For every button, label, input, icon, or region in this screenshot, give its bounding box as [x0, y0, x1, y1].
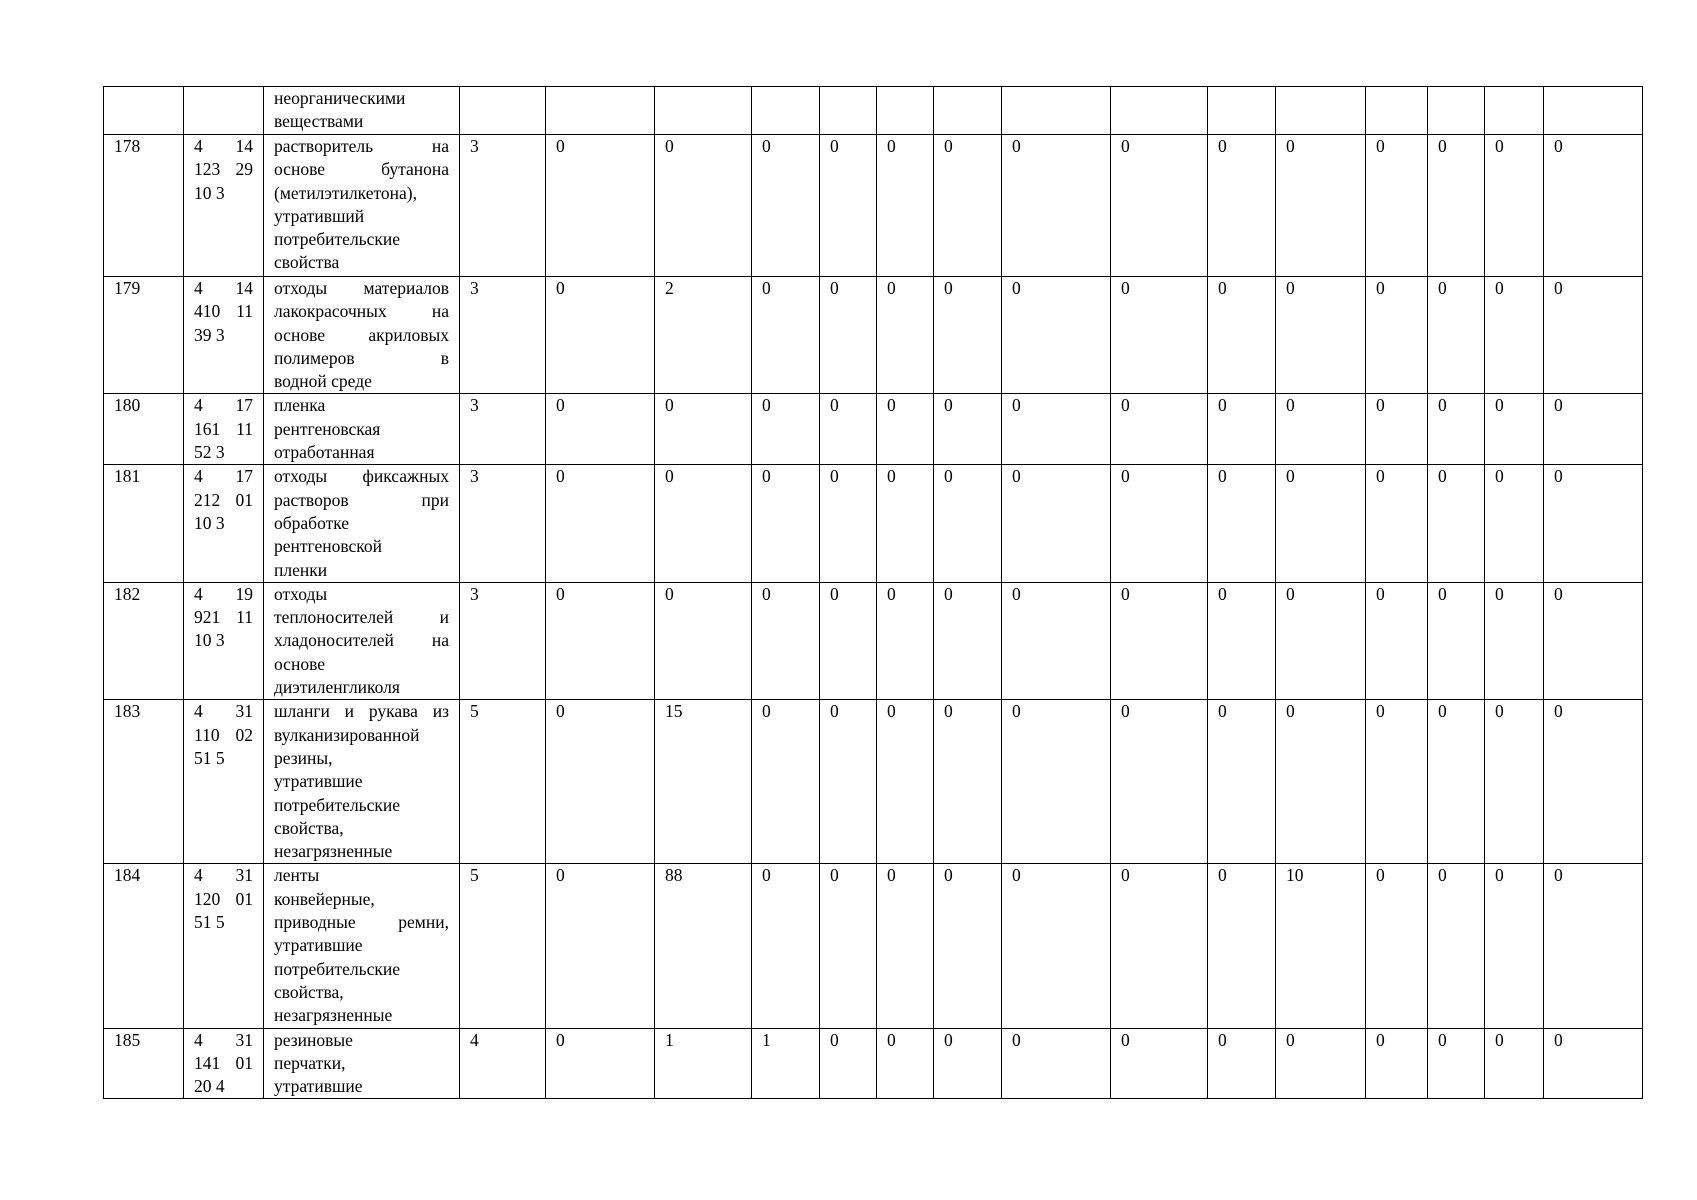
value-cell: 0 — [877, 582, 934, 699]
waste-name-line: утративший — [274, 205, 365, 226]
waste-name-line: хладоносителей на — [274, 630, 449, 651]
value-cell: 4 — [460, 1028, 546, 1099]
row-number-cell: 182 — [104, 582, 184, 699]
value-cell: 0 — [1428, 394, 1485, 465]
value-cell: 0 — [1485, 277, 1544, 394]
waste-name-cell — [264, 1028, 460, 1099]
waste-name-line: полимеров в — [274, 347, 449, 368]
waste-name-cell — [264, 465, 460, 582]
value-cell — [752, 87, 820, 135]
value-cell: 0 — [546, 135, 655, 277]
value-cell: 1 — [655, 1028, 752, 1099]
value-cell: 0 — [820, 1028, 877, 1099]
value-cell: 0 — [1544, 864, 1643, 1028]
value-cell: 0 — [1485, 864, 1544, 1028]
value-cell: 0 — [1208, 135, 1276, 277]
value-cell: 0 — [1111, 135, 1208, 277]
value-cell: 0 — [546, 394, 655, 465]
waste-name-line: утратившие — [274, 935, 363, 956]
value-cell — [1485, 87, 1544, 135]
waste-name-line: обработке — [274, 512, 350, 533]
waste-code-line: 110 02 — [194, 724, 253, 745]
waste-name-cell — [264, 135, 460, 277]
waste-name-line: основе — [274, 653, 325, 674]
value-cell — [1002, 87, 1111, 135]
row-number-cell — [104, 87, 184, 135]
waste-name-line: веществами — [274, 111, 364, 132]
value-cell: 15 — [655, 700, 752, 864]
value-cell: 0 — [877, 1028, 934, 1099]
waste-name-line: отходы материалов — [274, 278, 449, 298]
waste-name-line: потребительские — [274, 794, 401, 815]
value-cell: 0 — [1276, 1028, 1366, 1099]
table-row — [104, 700, 1643, 864]
waste-code-line: 141 01 — [194, 1052, 253, 1073]
waste-code-line: 4 14 — [194, 278, 253, 298]
waste-name-line: лакокрасочных на — [274, 301, 449, 322]
row-number-cell: 178 — [104, 135, 184, 277]
value-cell: 0 — [752, 135, 820, 277]
value-cell: 0 — [1111, 394, 1208, 465]
waste-name-cell — [264, 394, 460, 465]
row-number-cell: 185 — [104, 1028, 184, 1099]
waste-inventory-table — [103, 86, 1643, 1099]
value-cell: 0 — [1208, 465, 1276, 582]
value-cell: 0 — [1208, 700, 1276, 864]
value-cell: 0 — [546, 465, 655, 582]
value-cell: 0 — [1276, 277, 1366, 394]
waste-code-line: 410 11 — [194, 301, 253, 322]
value-cell: 0 — [820, 465, 877, 582]
waste-code-line: 39 3 — [194, 324, 225, 345]
value-cell: 0 — [1276, 582, 1366, 699]
waste-name-line: потребительские — [274, 958, 401, 979]
value-cell — [1276, 87, 1366, 135]
value-cell: 0 — [820, 277, 877, 394]
value-cell — [1111, 87, 1208, 135]
waste-code-line: 51 5 — [194, 747, 225, 768]
value-cell: 0 — [820, 394, 877, 465]
row-number-cell: 179 — [104, 277, 184, 394]
waste-code-line: 10 3 — [194, 630, 225, 651]
value-cell: 0 — [1111, 277, 1208, 394]
value-cell: 0 — [1544, 394, 1643, 465]
value-cell: 0 — [752, 700, 820, 864]
value-cell: 0 — [1366, 465, 1428, 582]
value-cell: 0 — [752, 394, 820, 465]
table-row — [104, 87, 1643, 135]
value-cell: 3 — [460, 394, 546, 465]
table-row — [104, 277, 1643, 394]
waste-code-line: 10 3 — [194, 182, 225, 203]
value-cell — [1428, 87, 1485, 135]
waste-name-line: свойства, — [274, 981, 344, 1002]
waste-name-line: шланги и рукава из — [274, 701, 449, 722]
waste-name-line: рентгеновской — [274, 536, 383, 557]
value-cell: 0 — [1485, 394, 1544, 465]
waste-name-line: (метилэтилкетона), — [274, 182, 418, 203]
waste-code-line: 4 14 — [194, 136, 253, 156]
waste-code-line: 4 31 — [194, 701, 253, 722]
waste-name-line: утратившие — [274, 1076, 363, 1097]
value-cell: 0 — [1544, 135, 1643, 277]
waste-name-cell — [264, 277, 460, 394]
value-cell: 0 — [820, 135, 877, 277]
value-cell — [655, 87, 752, 135]
value-cell: 0 — [1276, 394, 1366, 465]
waste-code-line: 212 01 — [194, 489, 253, 510]
value-cell: 0 — [1428, 1028, 1485, 1099]
waste-name-line: свойства, — [274, 817, 344, 838]
value-cell: 0 — [1276, 700, 1366, 864]
value-cell: 0 — [655, 465, 752, 582]
value-cell: 0 — [1544, 1028, 1643, 1099]
value-cell: 0 — [1428, 465, 1485, 582]
waste-name-line: основе акриловых — [274, 324, 449, 345]
value-cell: 0 — [877, 465, 934, 582]
table-row — [104, 135, 1643, 277]
waste-code-line: 4 17 — [194, 395, 253, 416]
value-cell: 0 — [877, 394, 934, 465]
value-cell: 0 — [752, 582, 820, 699]
value-cell — [1366, 87, 1428, 135]
value-cell: 0 — [655, 135, 752, 277]
value-cell: 0 — [877, 864, 934, 1028]
value-cell: 0 — [1111, 465, 1208, 582]
waste-name-cell — [264, 864, 460, 1028]
value-cell: 0 — [1366, 864, 1428, 1028]
value-cell: 0 — [1428, 582, 1485, 699]
value-cell: 0 — [1485, 582, 1544, 699]
value-cell: 0 — [1428, 277, 1485, 394]
table-row — [104, 394, 1643, 465]
value-cell: 0 — [1208, 394, 1276, 465]
waste-code-line: 52 3 — [194, 442, 225, 463]
value-cell: 0 — [1002, 465, 1111, 582]
waste-name-line: пленки — [274, 559, 328, 580]
value-cell: 0 — [655, 394, 752, 465]
value-cell — [820, 87, 877, 135]
value-cell: 0 — [1485, 1028, 1544, 1099]
value-cell: 0 — [1002, 700, 1111, 864]
waste-code-cell — [184, 277, 264, 394]
waste-name-line: рентгеновская — [274, 418, 381, 439]
value-cell: 0 — [752, 277, 820, 394]
waste-code-line: 51 5 — [194, 912, 225, 933]
value-cell: 0 — [1366, 582, 1428, 699]
value-cell: 0 — [934, 135, 1002, 277]
waste-name-line: незагрязненные — [274, 1005, 393, 1026]
value-cell: 0 — [934, 700, 1002, 864]
waste-code-line: 921 11 — [194, 607, 253, 628]
waste-name-line: отходы фиксажных — [274, 466, 449, 487]
value-cell: 0 — [1002, 277, 1111, 394]
waste-name-line: водной среде — [274, 371, 372, 392]
value-cell: 0 — [1111, 1028, 1208, 1099]
waste-name-cell — [264, 87, 460, 135]
waste-name-line: резиновые — [274, 1029, 353, 1050]
value-cell: 0 — [752, 864, 820, 1028]
value-cell: 0 — [1485, 465, 1544, 582]
waste-code-cell — [184, 700, 264, 864]
waste-code-line: 4 19 — [194, 583, 253, 604]
value-cell: 0 — [820, 582, 877, 699]
value-cell: 0 — [877, 135, 934, 277]
value-cell: 0 — [655, 582, 752, 699]
value-cell: 0 — [1428, 864, 1485, 1028]
value-cell: 0 — [1002, 864, 1111, 1028]
waste-code-cell — [184, 1028, 264, 1099]
value-cell: 3 — [460, 582, 546, 699]
value-cell: 0 — [1111, 864, 1208, 1028]
waste-code-cell — [184, 87, 264, 135]
value-cell: 0 — [934, 1028, 1002, 1099]
waste-code-cell — [184, 135, 264, 277]
waste-name-line: диэтиленгликоля — [274, 677, 400, 698]
value-cell: 0 — [1366, 1028, 1428, 1099]
waste-code-line: 4 31 — [194, 1029, 253, 1050]
waste-code-cell — [184, 864, 264, 1028]
value-cell: 0 — [1428, 700, 1485, 864]
waste-name-line: конвейерные, — [274, 888, 375, 909]
value-cell: 0 — [1366, 277, 1428, 394]
waste-name-cell — [264, 582, 460, 699]
value-cell: 0 — [1428, 135, 1485, 277]
value-cell — [546, 87, 655, 135]
waste-name-line: неорганическими — [274, 88, 406, 108]
value-cell: 0 — [1002, 582, 1111, 699]
value-cell: 0 — [934, 277, 1002, 394]
value-cell: 0 — [1111, 582, 1208, 699]
value-cell: 0 — [1208, 582, 1276, 699]
value-cell: 3 — [460, 277, 546, 394]
waste-name-line: приводные ремни, — [274, 912, 449, 933]
waste-code-line: 123 29 — [194, 159, 253, 180]
waste-name-line: ленты — [274, 865, 320, 886]
value-cell: 0 — [1485, 135, 1544, 277]
value-cell — [877, 87, 934, 135]
value-cell: 5 — [460, 864, 546, 1028]
table-row — [104, 864, 1643, 1028]
value-cell — [934, 87, 1002, 135]
value-cell: 0 — [1544, 700, 1643, 864]
table-row — [104, 465, 1643, 582]
value-cell: 3 — [460, 135, 546, 277]
value-cell: 0 — [1002, 135, 1111, 277]
row-number-cell: 183 — [104, 700, 184, 864]
value-cell: 0 — [1208, 1028, 1276, 1099]
row-number-cell: 180 — [104, 394, 184, 465]
waste-code-line: 120 01 — [194, 888, 253, 909]
value-cell: 0 — [1276, 465, 1366, 582]
value-cell: 0 — [1111, 700, 1208, 864]
value-cell — [1208, 87, 1276, 135]
waste-name-line: отходы — [274, 583, 328, 604]
waste-name-line: растворитель на — [274, 136, 449, 156]
value-cell: 0 — [1002, 394, 1111, 465]
table-body — [104, 87, 1643, 1099]
value-cell — [460, 87, 546, 135]
waste-name-line: свойства — [274, 252, 340, 273]
value-cell: 0 — [546, 864, 655, 1028]
value-cell: 0 — [934, 864, 1002, 1028]
waste-name-line: утратившие — [274, 771, 363, 792]
value-cell: 0 — [1208, 864, 1276, 1028]
value-cell: 0 — [934, 582, 1002, 699]
value-cell — [1544, 87, 1643, 135]
waste-name-cell — [264, 700, 460, 864]
value-cell: 0 — [1544, 582, 1643, 699]
waste-name-line: теплоносителей и — [274, 607, 449, 628]
waste-name-line: растворов при — [274, 489, 449, 510]
waste-name-line: пленка — [274, 395, 326, 416]
value-cell: 0 — [546, 700, 655, 864]
value-cell: 0 — [546, 277, 655, 394]
waste-code-cell — [184, 465, 264, 582]
waste-code-cell — [184, 582, 264, 699]
row-number-cell: 184 — [104, 864, 184, 1028]
value-cell: 1 — [752, 1028, 820, 1099]
value-cell: 0 — [934, 394, 1002, 465]
value-cell: 0 — [1366, 135, 1428, 277]
value-cell: 0 — [1544, 277, 1643, 394]
table-row — [104, 1028, 1643, 1099]
value-cell: 0 — [877, 700, 934, 864]
waste-name-line: основе бутанона — [274, 159, 449, 180]
waste-name-line: потребительские — [274, 229, 401, 250]
waste-code-line: 4 31 — [194, 865, 253, 886]
value-cell: 0 — [752, 465, 820, 582]
value-cell: 0 — [546, 1028, 655, 1099]
value-cell: 0 — [1276, 135, 1366, 277]
waste-name-line: отработанная — [274, 442, 375, 463]
value-cell: 0 — [1544, 465, 1643, 582]
waste-name-line: вулканизированной — [274, 724, 420, 745]
value-cell: 0 — [1366, 700, 1428, 864]
value-cell: 0 — [1366, 394, 1428, 465]
waste-name-line: резины, — [274, 747, 333, 768]
row-number-cell: 181 — [104, 465, 184, 582]
value-cell: 5 — [460, 700, 546, 864]
value-cell: 10 — [1276, 864, 1366, 1028]
waste-name-line: незагрязненные — [274, 841, 393, 862]
table-row — [104, 582, 1643, 699]
waste-name-line: перчатки, — [274, 1052, 346, 1073]
waste-code-line: 4 17 — [194, 466, 253, 487]
value-cell: 0 — [1485, 700, 1544, 864]
waste-code-line: 161 11 — [194, 418, 253, 439]
value-cell: 0 — [934, 465, 1002, 582]
value-cell: 0 — [877, 277, 934, 394]
value-cell: 3 — [460, 465, 546, 582]
value-cell: 2 — [655, 277, 752, 394]
value-cell: 0 — [1002, 1028, 1111, 1099]
value-cell: 0 — [820, 700, 877, 864]
value-cell: 0 — [820, 864, 877, 1028]
waste-code-cell — [184, 394, 264, 465]
value-cell: 0 — [546, 582, 655, 699]
waste-code-line: 10 3 — [194, 512, 225, 533]
value-cell: 0 — [1208, 277, 1276, 394]
value-cell: 88 — [655, 864, 752, 1028]
waste-code-line: 20 4 — [194, 1076, 225, 1097]
